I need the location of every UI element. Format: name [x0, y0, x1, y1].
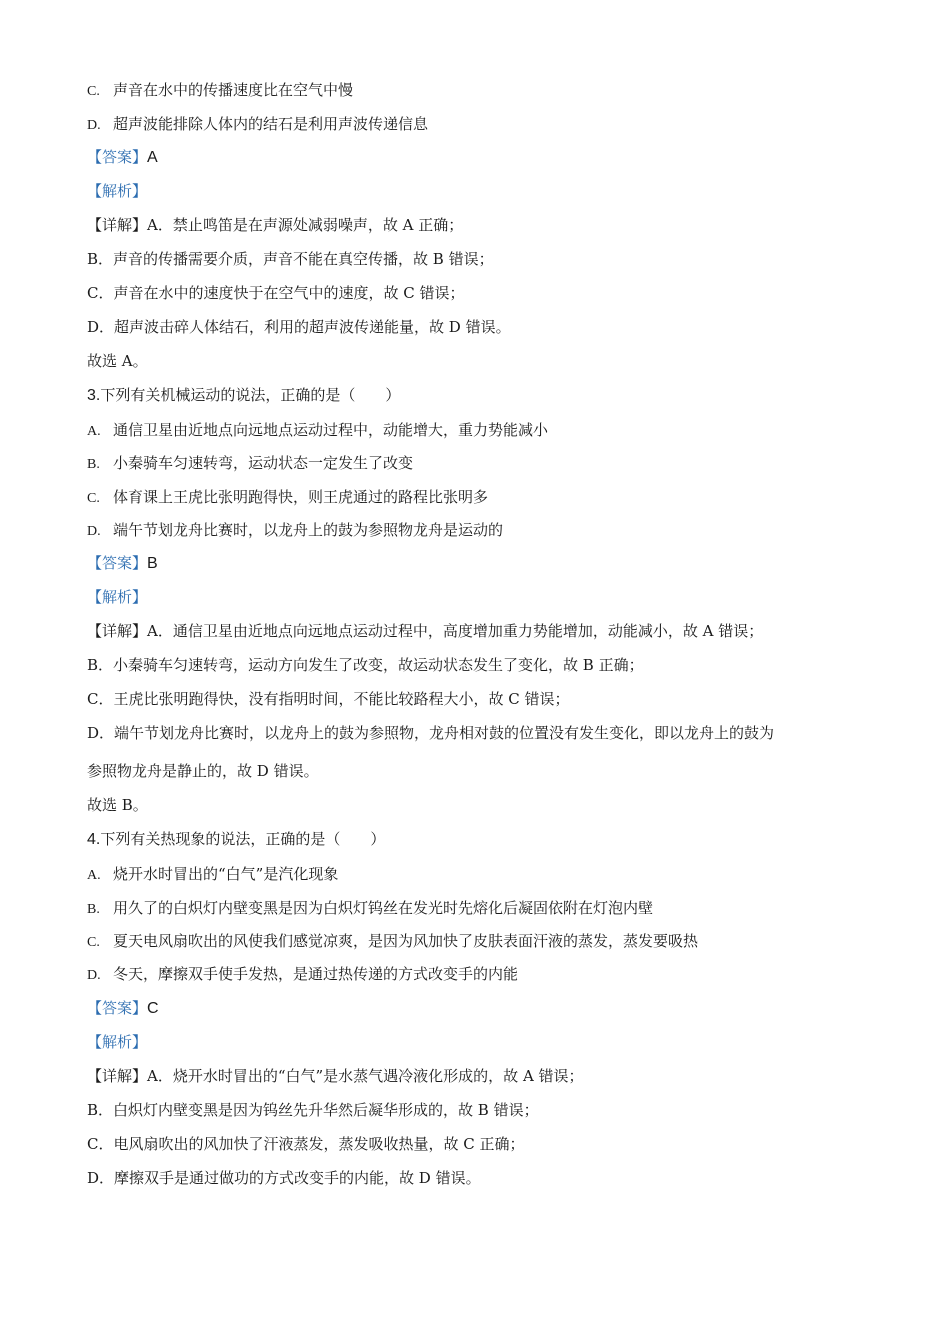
- option-text: 端午节划龙舟比赛时，以龙舟上的鼓为参照物龙舟是运动的: [113, 521, 504, 539]
- q3-option-a: [87, 420, 548, 442]
- q3-detail-a: [87, 621, 763, 641]
- question-number: 4.: [87, 831, 101, 848]
- q4-option-b: [87, 898, 653, 920]
- q2-detail-b: B．声音的传播需要介质，声音不能在真空传播，故 B 错误；: [87, 250, 494, 268]
- q3-stem: [87, 385, 400, 406]
- detail-text: A．烧开水时冒出的“白气”是水蒸气遇冷液化形成的，故 A 错误；: [147, 1067, 584, 1085]
- q4-option-c: [87, 931, 698, 953]
- question-text: 下列有关热现象的说法，正确的是（ ）: [100, 830, 386, 848]
- q3-answer: [87, 553, 158, 574]
- q4-detail-a: [87, 1066, 584, 1086]
- detail-tag: 【详解】: [87, 622, 148, 640]
- detail-text: A．禁止鸣笛是在声源处减弱噪声，故 A 正确；: [147, 216, 464, 234]
- answer-value: C: [147, 1000, 159, 1017]
- q2-option-c: [87, 80, 353, 102]
- q4-option-d: [87, 964, 518, 986]
- answer-value: A: [147, 149, 158, 166]
- option-text: 超声波能排除人体内的结石是利用声波传递信息: [113, 115, 429, 133]
- option-text: 用久了的白炽灯内壁变黑是因为白炽灯钨丝在发光时先熔化后凝固依附在灯泡内壁: [113, 899, 654, 917]
- q3-conclusion: 故选 B。: [87, 796, 148, 814]
- answer-tag: 【答案】: [87, 554, 148, 572]
- detail-tag: 【详解】: [87, 216, 148, 234]
- q2-analysis-tag: 【解析】: [87, 182, 148, 200]
- q3-detail-c: C．王虎比张明跑得快，没有指明时间，不能比较路程大小，故 C 错误；: [87, 690, 570, 708]
- option-text: 夏天电风扇吹出的风使我们感觉凉爽，是因为风加快了皮肤表面汗液的蒸发，蒸发要吸热: [113, 932, 699, 950]
- q3-analysis-tag: 【解析】: [87, 588, 148, 606]
- q3-option-c: [87, 487, 488, 509]
- detail-text: A．通信卫星由近地点向远地点运动过程中，高度增加重力势能增加，动能减小，故 A 错误；: [147, 622, 764, 640]
- option-text: 烧开水时冒出的“白气”是汽化现象: [113, 865, 339, 883]
- q2-answer: [87, 147, 158, 168]
- q2-detail-d: D．超声波击碎人体结石，利用的超声波传递能量，故 D 错误。: [87, 318, 511, 336]
- option-text: 小秦骑车匀速转弯，运动状态一定发生了改变: [113, 454, 414, 472]
- option-text: 通信卫星由近地点向远地点运动过程中，动能增大，重力势能减小: [113, 421, 549, 439]
- option-text: 体育课上王虎比张明跑得快，则王虎通过的路程比张明多: [113, 488, 489, 506]
- q4-stem: [87, 829, 385, 850]
- option-label: B.: [87, 457, 100, 472]
- question-text: 下列有关机械运动的说法，正确的是（ ）: [100, 386, 401, 404]
- option-label: A.: [87, 424, 101, 439]
- q4-detail-c: C．电风扇吹出的风加快了汗液蒸发，蒸发吸收热量，故 C 正确；: [87, 1135, 525, 1153]
- q2-detail-a: [87, 215, 463, 235]
- q2-conclusion: 故选 A。: [87, 352, 148, 370]
- q4-option-a: [87, 864, 338, 886]
- q2-option-d: [87, 114, 428, 136]
- option-label: D.: [87, 968, 101, 983]
- option-text: 冬天，摩擦双手使手发热，是通过热传递的方式改变手的内能: [113, 965, 519, 983]
- q2-detail-c: C．声音在水中的速度快于在空气中的速度，故 C 错误；: [87, 284, 465, 302]
- answer-value: B: [147, 555, 158, 572]
- option-label: D.: [87, 118, 101, 133]
- q4-answer: [87, 998, 159, 1019]
- option-text: 声音在水中的传播速度比在空气中慢: [113, 81, 354, 99]
- q3-detail-d-line2: 参照物龙舟是静止的，故 D 错误。: [87, 762, 319, 780]
- option-label: A.: [87, 868, 101, 883]
- q3-option-d: [87, 520, 503, 542]
- option-label: D.: [87, 524, 101, 539]
- detail-tag: 【详解】: [87, 1067, 148, 1085]
- q3-option-b: [87, 453, 413, 475]
- question-number: 3.: [87, 387, 101, 404]
- option-label: C.: [87, 491, 100, 506]
- option-label: C.: [87, 935, 100, 950]
- q4-detail-d: D．摩擦双手是通过做功的方式改变手的内能，故 D 错误。: [87, 1169, 481, 1187]
- option-label: C.: [87, 84, 100, 99]
- answer-tag: 【答案】: [87, 999, 148, 1017]
- q3-detail-d-line1: D．端午节划龙舟比赛时，以龙舟上的鼓为参照物，龙舟相对鼓的位置没有发生变化，即以龙舟上的鼓为: [87, 724, 775, 742]
- q3-detail-b: B．小秦骑车匀速转弯，运动方向发生了改变，故运动状态发生了变化，故 B 正确；: [87, 656, 644, 674]
- option-label: B.: [87, 902, 100, 917]
- q4-analysis-tag: 【解析】: [87, 1033, 148, 1051]
- answer-tag: 【答案】: [87, 148, 148, 166]
- q4-detail-b: B．白炽灯内壁变黑是因为钨丝先升华然后凝华形成的，故 B 错误；: [87, 1101, 539, 1119]
